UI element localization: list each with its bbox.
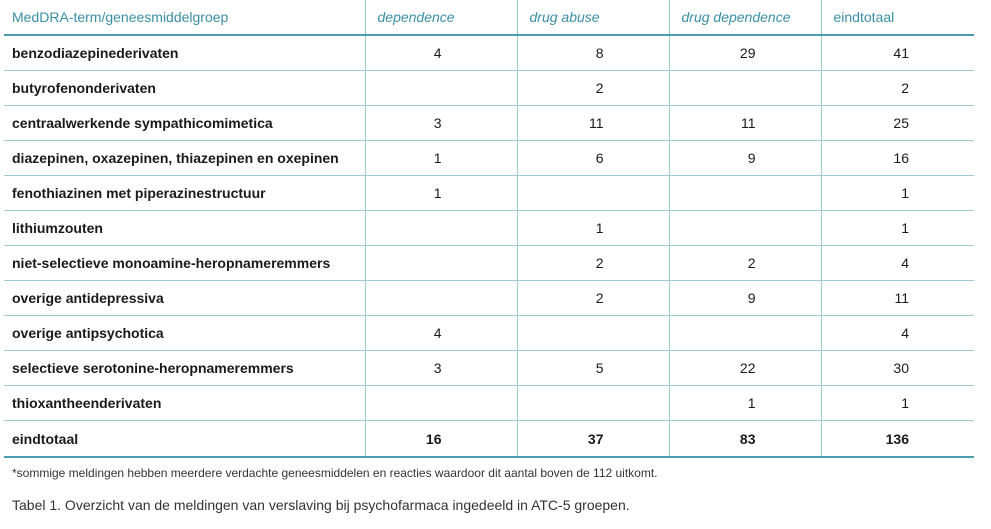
column-header-total: eindtotaal: [821, 0, 974, 35]
row-label: niet-selectieve monoamine-heropnameremmers: [4, 246, 365, 281]
cell-drug-abuse: 8: [517, 35, 669, 71]
cell-drug-abuse: 2: [517, 246, 669, 281]
column-header-term: MedDRA-term/geneesmiddelgroep: [4, 0, 365, 35]
cell-total: 136: [821, 421, 974, 458]
cell-drug-dependence: 9: [669, 281, 821, 316]
cell-total: 2: [821, 71, 974, 106]
cell-drug-dependence: 22: [669, 351, 821, 386]
cell-total: 30: [821, 351, 974, 386]
column-header-dependence: dependence: [365, 0, 517, 35]
cell-total: 4: [821, 316, 974, 351]
cell-drug-abuse: 37: [517, 421, 669, 458]
cell-drug-dependence: [669, 71, 821, 106]
column-header-drug-dependence: drug dependence: [669, 0, 821, 35]
table-row: [4, 141, 974, 176]
table-total-row: [4, 421, 974, 458]
cell-drug-abuse: 5: [517, 351, 669, 386]
cell-dependence: [365, 246, 517, 281]
cell-drug-dependence: [669, 316, 821, 351]
cell-dependence: [365, 386, 517, 421]
cell-drug-dependence: 11: [669, 106, 821, 141]
cell-total: 1: [821, 176, 974, 211]
cell-dependence: [365, 71, 517, 106]
table-header-row: [4, 0, 974, 35]
table-row: [4, 106, 974, 141]
row-label: benzodiazepinederivaten: [4, 35, 365, 71]
cell-drug-abuse: 6: [517, 141, 669, 176]
cell-drug-dependence: [669, 176, 821, 211]
cell-total: 4: [821, 246, 974, 281]
row-label: diazepinen, oxazepinen, thiazepinen en oxepinen: [4, 141, 365, 176]
table-row: [4, 281, 974, 316]
cell-dependence: 1: [365, 176, 517, 211]
cell-dependence: 4: [365, 316, 517, 351]
cell-total: 1: [821, 386, 974, 421]
row-label: thioxantheenderivaten: [4, 386, 365, 421]
cell-total: 1: [821, 211, 974, 246]
table-row: [4, 316, 974, 351]
cell-total: 25: [821, 106, 974, 141]
cell-dependence: 4: [365, 35, 517, 71]
cell-total: 11: [821, 281, 974, 316]
cell-dependence: 3: [365, 351, 517, 386]
table-caption: Tabel 1. Overzicht van de meldingen van verslaving bij psychofarmaca ingedeeld in ATC-5 groepen.: [12, 497, 630, 513]
cell-dependence: 3: [365, 106, 517, 141]
row-label: fenothiazinen met piperazinestructuur: [4, 176, 365, 211]
cell-drug-abuse: 11: [517, 106, 669, 141]
cell-drug-dependence: 2: [669, 246, 821, 281]
row-label: centraalwerkende sympathicomimetica: [4, 106, 365, 141]
cell-total: 41: [821, 35, 974, 71]
row-label: overige antipsychotica: [4, 316, 365, 351]
row-label: lithiumzouten: [4, 211, 365, 246]
row-label: butyrofenonderivaten: [4, 71, 365, 106]
total-row-label: eindtotaal: [4, 421, 365, 458]
cell-drug-abuse: 2: [517, 71, 669, 106]
table-row: [4, 246, 974, 281]
cell-drug-abuse: [517, 386, 669, 421]
column-header-drug-abuse: drug abuse: [517, 0, 669, 35]
addiction-reports-table: [4, 0, 974, 458]
cell-total: 16: [821, 141, 974, 176]
cell-drug-dependence: 1: [669, 386, 821, 421]
table-row: [4, 71, 974, 106]
table-row: [4, 176, 974, 211]
cell-drug-dependence: 83: [669, 421, 821, 458]
footnote: *sommige meldingen hebben meerdere verdachte geneesmiddelen en reacties waardoor dit aantal boven de 112 uitkomt.: [12, 466, 658, 480]
cell-drug-abuse: 1: [517, 211, 669, 246]
table-row: [4, 35, 974, 71]
cell-drug-abuse: [517, 176, 669, 211]
cell-drug-dependence: 29: [669, 35, 821, 71]
table-row: [4, 351, 974, 386]
row-label: selectieve serotonine-heropnameremmers: [4, 351, 365, 386]
row-label: overige antidepressiva: [4, 281, 365, 316]
cell-drug-dependence: [669, 211, 821, 246]
cell-dependence: [365, 281, 517, 316]
table-row: [4, 386, 974, 421]
cell-drug-abuse: 2: [517, 281, 669, 316]
cell-dependence: 1: [365, 141, 517, 176]
table-row: [4, 211, 974, 246]
cell-drug-dependence: 9: [669, 141, 821, 176]
cell-dependence: 16: [365, 421, 517, 458]
cell-dependence: [365, 211, 517, 246]
cell-drug-abuse: [517, 316, 669, 351]
